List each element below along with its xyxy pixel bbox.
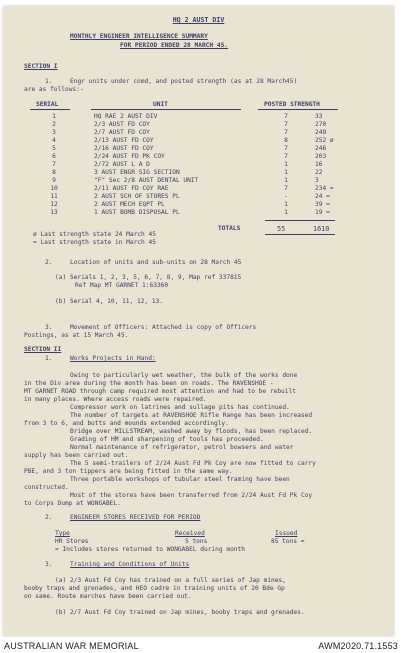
table-cell-serial: 4: [52, 137, 56, 144]
section-1-title: SECTION I: [24, 63, 58, 70]
stores-cell-received: 5 tons: [185, 538, 208, 545]
footnote: = Last strength state in March 45: [33, 239, 156, 246]
paragraph-line: in the Div area during the month has been on roads. The RAVENSHOE -: [24, 380, 274, 387]
stores-note: = Includes stores returned to WONGABEL during month: [55, 546, 245, 553]
document-title: MONTHLY ENGINEER INTELLIGENCE SUMMARY: [70, 33, 208, 40]
table-cell-posted: 1: [284, 201, 288, 208]
table-cell-unit: 2/11 AUST FD COY RAE: [94, 185, 169, 192]
paragraph-line: The 5 semi-trailers of 2/24 Aust Fd Pk Coy are now fitted to carry: [70, 460, 316, 467]
paragraph-line: Grading of HM and sharpening of tools has proceeded.: [70, 436, 264, 443]
para-title: Training and Conditions of Units: [70, 561, 190, 568]
table-cell-strength: 3: [315, 177, 319, 184]
table-cell-serial: 9: [52, 177, 56, 184]
table-cell-unit: 2/16 AUST FD COY: [94, 145, 154, 152]
paragraph-line: Normal maintenance of refrigerator, petrol bowsers and water: [70, 444, 294, 451]
paragraph-text: Engr units under comd, and posted strength (as at 28 March45): [70, 78, 298, 85]
table-cell-posted: 1: [284, 169, 288, 176]
table-cell-posted: 1: [284, 161, 288, 168]
paragraph-text: are as follows:-: [24, 86, 84, 93]
para-title: Works Projects in Hand:: [70, 355, 156, 362]
table-cell-unit: 1 AUST BOMB DISPOSAL PL: [94, 209, 180, 216]
table-cell-posted: 7: [284, 113, 288, 120]
table-cell-unit: 2/24 AUST FD PK COY: [94, 153, 165, 160]
footer-institution: AUSTRALIAN WAR MEMORIAL: [4, 641, 139, 651]
paragraph-line: The number of targets at RAVENSHOE Rifle Range has been increased: [70, 412, 313, 419]
totals-rule: [265, 234, 335, 235]
paragraph-line: on same. Route marches have been carried out.: [24, 593, 192, 600]
table-header-posted-strength: POSTED STRENGTH: [264, 101, 320, 108]
table-cell-strength: 39 =: [315, 201, 330, 208]
paragraph-line: Bridge over MILLSTREAM, washed away by floods, has been replaced.: [70, 428, 313, 435]
paragraph-line: constructed.: [24, 484, 69, 491]
table-header-unit: UNIT: [153, 101, 168, 108]
archive-footer: [0, 638, 402, 653]
table-cell-posted: 7: [284, 129, 288, 136]
paragraph-line: Most of the stores have been transferred from 2/24 Aust Fd Pk Coy: [70, 492, 313, 499]
table-cell-strength: 22: [315, 169, 323, 176]
table-cell-posted: 7: [284, 185, 288, 192]
paragraph-line: Compressor work on latrines and sullage pits has continued.: [70, 404, 290, 411]
paragraph-line: (b) 2/7 Aust Fd Coy trained on Jap mines, booby traps and grenades.: [55, 609, 305, 616]
totals-label: TOTALS: [218, 225, 241, 232]
table-cell-posted: 7: [284, 121, 288, 128]
para-number: 1.: [45, 355, 53, 362]
table-cell-posted: 8: [284, 137, 288, 144]
paragraph-line: from 3 to 6, and butts and mounds extended accordingly.: [24, 420, 229, 427]
stores-cell-issued: 85 tons =: [271, 538, 305, 545]
table-cell-serial: 2: [52, 121, 56, 128]
table-cell-unit: 2 AUST MECH EQPT PL: [94, 201, 165, 208]
table-cell-serial: 13: [50, 209, 58, 216]
table-cell-posted: -: [284, 193, 288, 200]
totals-posted: 55: [277, 225, 286, 233]
paragraph-text: Movement of Officers: Attached is copy of Officers: [70, 324, 257, 331]
paragraph-line: booby traps and grenades, and HEO cadre in training units of 20 Bde Gp: [24, 585, 285, 592]
paragraph-line: Owing to particularly wet weather, the bulk of the works done: [70, 372, 298, 379]
table-cell-strength: 203: [315, 153, 327, 160]
table-cell-serial: 8: [52, 169, 56, 176]
stores-cell-type: HR Stores: [55, 538, 89, 545]
table-cell-unit: 2/7 AUST FD COY: [94, 129, 150, 136]
totals-rule: [265, 220, 335, 221]
table-cell-serial: 5: [52, 145, 56, 152]
table-cell-serial: 11: [50, 193, 58, 200]
table-cell-strength: 234 =: [315, 185, 334, 192]
table-cell-strength: 33: [315, 113, 323, 120]
table-cell-posted: 7: [284, 153, 288, 160]
para-number: 2.: [45, 259, 53, 266]
paragraph-text: (a) Serials 1, 2, 3, 5, 6, 7, 8, 9, Map ref 337815: [55, 274, 242, 281]
paragraph-line: in many places. Where access roads were repaired.: [24, 396, 207, 403]
table-cell-serial: 6: [52, 153, 56, 160]
table-cell-posted: 7: [284, 145, 288, 152]
table-cell-unit: 2/13 AUST FD COY: [94, 137, 154, 144]
table-cell-unit: HQ RAE 2 AUST DIV: [94, 113, 158, 120]
para-title: ENGINEER STORES RECEIVED FOR PERIOD: [70, 514, 201, 521]
para-number: 3.: [45, 561, 53, 568]
header-rule: [91, 109, 241, 110]
stores-header-issued: Issued: [275, 530, 298, 537]
table-cell-serial: 7: [52, 161, 56, 168]
table-cell-serial: 3: [52, 129, 56, 136]
table-cell-unit: 2 AUST SCH OF STORES PL: [94, 193, 180, 200]
table-cell-strength: 246: [315, 145, 327, 152]
table-cell-serial: 1: [52, 113, 56, 120]
stores-header-type: Type: [55, 530, 70, 537]
table-cell-strength: 270: [315, 121, 327, 128]
paragraph-line: MT GARNET ROAD through camp required most attention and had to be rebuilt: [24, 388, 296, 395]
document-subtitle: FOR PERIOD ENDED 28 MARCH 45.: [120, 42, 229, 49]
table-cell-serial: 10: [50, 185, 58, 192]
paragraph-line: Three portable workshops of tubular steel framing have been: [70, 476, 290, 483]
paragraph-text: (b) Serial 4, 10, 11, 12, 13.: [55, 298, 164, 305]
table-cell-posted: 1: [284, 177, 288, 184]
paragraph-text: Location of units and sub-units on 28 March 45: [70, 259, 242, 266]
stores-header-received: Received: [175, 530, 205, 537]
table-cell-unit: 3 AUST ENGR SIG SECTION: [94, 169, 180, 176]
paragraph-line: PBE, and 3 ton tippers are being fitted in the same way.: [24, 468, 233, 475]
table-cell-unit: "F" Sec 2/8 AUST DENTAL UNIT: [94, 177, 199, 184]
document-page: [3, 6, 394, 636]
para-number: 1.: [45, 78, 53, 85]
footer-accession-number: AWM2020.71.1553: [318, 641, 398, 651]
header-rule: [258, 109, 338, 110]
section-2-title: SECTION II: [24, 346, 62, 353]
para-number: 2.: [45, 514, 53, 521]
table-cell-strength: 19 =: [315, 209, 330, 216]
table-cell-unit: 2/72 AUST L A D: [94, 161, 150, 168]
footnote: ø Last strength state 24 March 45: [33, 231, 156, 238]
table-cell-strength: 252 ø: [315, 137, 334, 144]
table-cell-strength: 249: [315, 129, 327, 136]
table-cell-posted: 1: [284, 209, 288, 216]
paragraph-text: Postings, as at 15 March 45.: [24, 332, 129, 339]
header-rule: [30, 109, 70, 110]
para-number: 3.: [45, 324, 53, 331]
table-cell-strength: 16: [315, 161, 323, 168]
table-cell-serial: 12: [50, 201, 58, 208]
paragraph-line: supply has been carried out.: [24, 452, 129, 459]
table-cell-strength: 24 =: [315, 193, 330, 200]
paragraph-line: (a) 2/3 Aust Fd Coy has trained on a full series of Jap mines,: [55, 577, 286, 584]
table-header-serial: SERIAL: [36, 101, 59, 108]
table-cell-unit: 2/3 AUST FD COY: [94, 121, 150, 128]
paragraph-line: to Corps Dump at WONGABEL.: [24, 500, 121, 507]
unit-heading: HQ 2 AUST DIV: [172, 16, 225, 24]
totals-strength: 1610: [313, 225, 330, 233]
paragraph-text: Ref Map MT GARNET 1:63360: [75, 282, 169, 289]
